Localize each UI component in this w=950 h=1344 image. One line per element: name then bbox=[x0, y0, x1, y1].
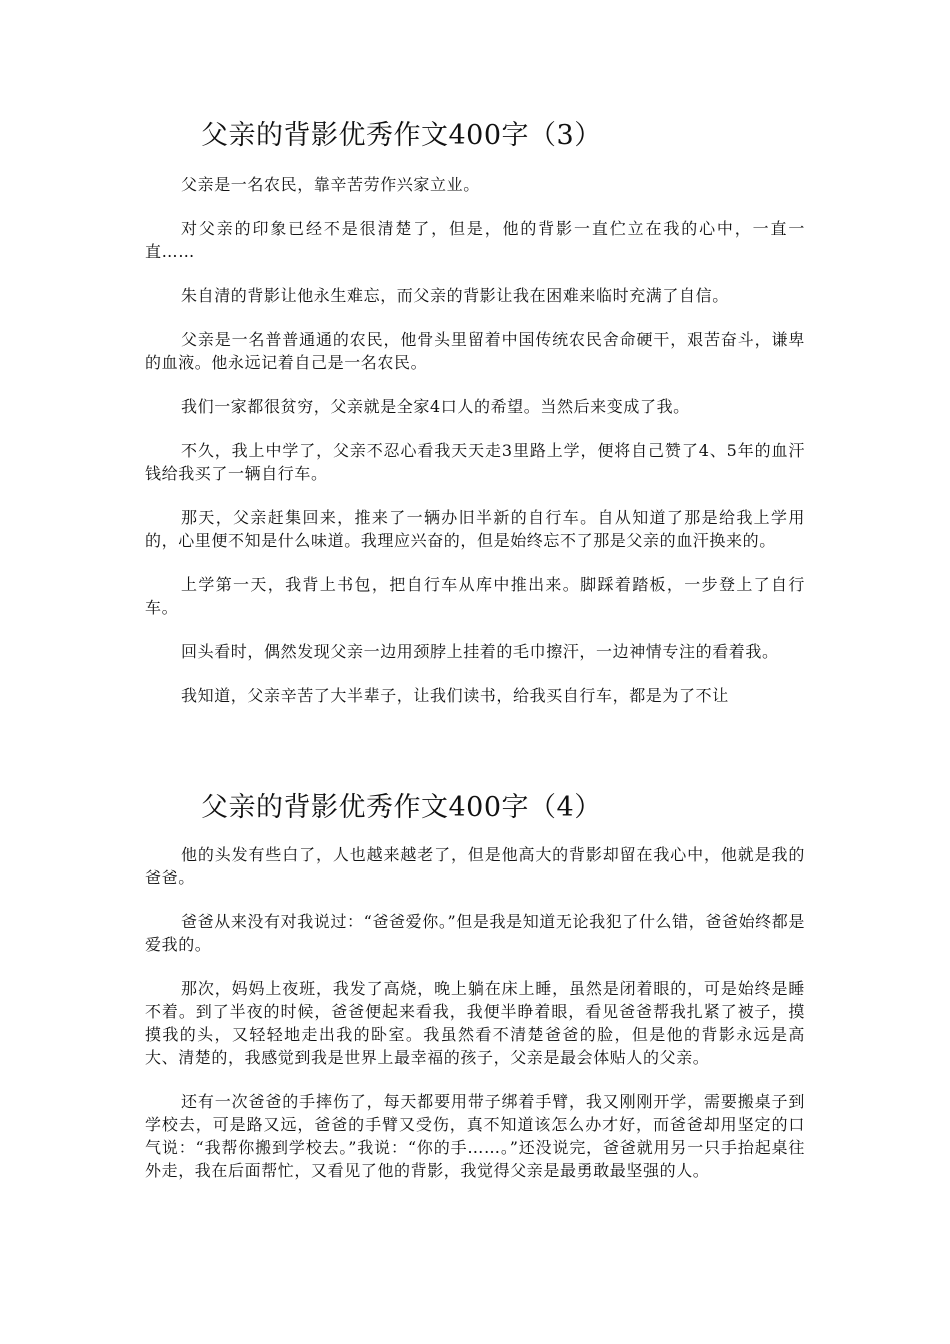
paragraph: 爸爸从来没有对我说过：“爸爸爱你。”但是我是知道无论我犯了什么错，爸爸始终都是爱我的。 bbox=[145, 912, 805, 954]
essay-section-3 bbox=[145, 119, 805, 728]
paragraph: 不久，我上中学了，父亲不忍心看我天天走3里路上学，便将自己赞了4、5年的血汗钱给我买了一辆自行车。 bbox=[145, 441, 805, 483]
paragraph: 那次，妈妈上夜班，我发了高烧，晚上躺在床上睡，虽然是闭着眼的，可是始终是睡不着。到了半夜的时候，爸爸便起来看我，我便半睁着眼，看见爸爸帮我扎紧了被子，摸摸我的头，又轻轻地走出我的卧室。我虽然看不清楚爸爸的脸，但是他的背影永远是高大、清楚的，我感觉到我是世界上最幸福的孩子，父亲是最会体贴人的父亲。 bbox=[145, 979, 805, 1067]
paragraph: 他的头发有些白了，人也越来越老了，但是他高大的背影却留在我心中，他就是我的爸爸。 bbox=[145, 845, 805, 887]
paragraph: 对父亲的印象已经不是很清楚了，但是，他的背影一直伫立在我的心中，一直一直…… bbox=[145, 219, 805, 261]
paragraph: 回头看时，偶然发现父亲一边用颈脖上挂着的毛巾擦汗，一边神情专注的看着我。 bbox=[181, 642, 779, 661]
paragraph: 我们一家都很贫穷，父亲就是全家4口人的希望。当然后来变成了我。 bbox=[181, 397, 690, 416]
paragraph: 还有一次爸爸的手摔伤了，每天都要用带子绑着手臂，我又刚刚开学，需要搬桌子到学校去，可是路又远，爸爸的手臂又受伤，真不知道该怎么办才好，而爸爸却用坚定的口气说：“我帮你搬到学校去。”我说：“你的手……。”还没说完，爸爸就用另一只手抬起桌往外走，我在后面帮忙，又看见了他的背影，我觉得父亲是最勇敢最坚强的人。 bbox=[145, 1092, 805, 1180]
section-title: 父亲的背影优秀作文400字（3） bbox=[201, 120, 602, 151]
paragraph: 我知道，父亲辛苦了大半辈子，让我们读书，给我买自行车，都是为了不让 bbox=[181, 686, 729, 705]
paragraph: 那天，父亲赶集回来，推来了一辆办旧半新的自行车。自从知道了那是给我上学用的，心里便不知是什么味道。我理应兴奋的，但是始终忘不了那是父亲的血汗换来的。 bbox=[145, 508, 805, 550]
paragraph: 父亲是一名普普通通的农民，他骨头里留着中国传统农民舍命硬干，艰苦奋斗，谦卑的血液。他永远记着自己是一名农民。 bbox=[145, 330, 805, 372]
paragraph: 父亲是一名农民，靠辛苦劳作兴家立业。 bbox=[181, 175, 480, 194]
essay-section-4 bbox=[145, 791, 805, 1203]
paragraph: 朱自清的背影让他永生难忘，而父亲的背影让我在困难来临时充满了自信。 bbox=[181, 286, 729, 305]
section-title: 父亲的背影优秀作文400字（4） bbox=[201, 792, 602, 823]
paragraph: 上学第一天，我背上书包，把自行车从库中推出来。脚踩着踏板，一步登上了自行车。 bbox=[145, 575, 805, 617]
